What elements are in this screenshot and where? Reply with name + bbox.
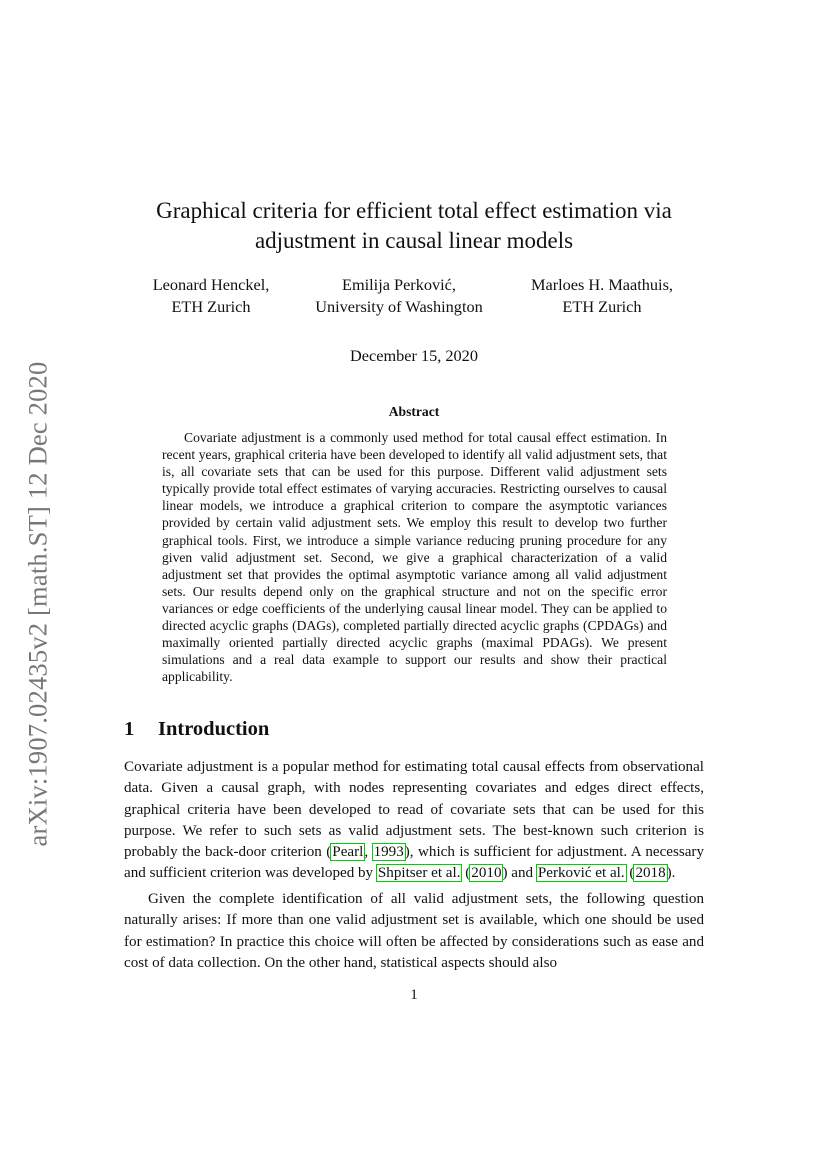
author-affiliation: ETH Zurich xyxy=(562,297,642,316)
paragraph-text: ), which is sufficient for adjustment. A necessary and sufficient criterion was developed by xyxy=(124,844,704,882)
paragraph-text: ) and xyxy=(502,865,537,882)
citation-link-shpitser[interactable]: Shpitser et al. xyxy=(377,865,461,882)
citation-link-shpitser-year[interactable]: 2010 xyxy=(471,865,502,882)
citation-link-pearl[interactable]: Pearl xyxy=(332,844,364,861)
title-line-2: adjustment in causal linear models xyxy=(254,228,574,253)
author-perkovic xyxy=(315,274,483,318)
citation-separator: ( xyxy=(625,865,635,882)
author-name: Marloes H. Maathuis, xyxy=(531,275,673,294)
intro-paragraph-2: Given the complete identification of all valid adjustment sets, the following question naturally arises: If more than one valid adjustment set is available, which one should be used for estimation? In practice this choice will often be affected by considerations such as ease and cost of data collection. On the other hand, statistical aspects should also xyxy=(124,891,704,971)
citation-link-perkovic-year[interactable]: 2018 xyxy=(635,865,666,882)
section-heading-introduction xyxy=(124,718,269,741)
section-number: 1 xyxy=(124,718,135,740)
intro-paragraph-1 xyxy=(124,757,704,885)
page-number: 1 xyxy=(410,987,418,1003)
author-name: Emilija Perković, xyxy=(342,275,456,294)
paper-title xyxy=(0,196,828,256)
abstract-text: Covariate adjustment is a commonly used method for total causal effect estimation. In recent years, graphical criteria have been developed to identify all valid adjustment sets, that is, all covariate sets that can be used for this purpose. Different valid adjustment sets typically provide total effect estimates of varying accuracies. Restricting ourselves to causal linear models, we introduce a graphical criterion to compare the asymptotic variances provided by certain valid adjustment sets. We employ this result to develop two further graphical tools. First, we introduce a simple variance reducing pruning procedure for any given valid adjustment set. Second, we give a graphical characterization of a valid adjustment set that provides the optimal asymptotic variance among all valid adjustment sets. Our results depend only on the graphical structure and not on the specific error variances or edge coefficients of the underlying causal linear model. They can be applied to directed acyclic graphs (DAGs), completed partially directed acyclic graphs (CPDAGs) and maximally oriented partially directed acyclic graphs (maximal PDAGs). We present simulations and a real data example to support our results and show their practical applicability. xyxy=(162,430,667,685)
publication-date: December 15, 2020 xyxy=(350,346,478,365)
citation-link-perkovic[interactable]: Perković et al. xyxy=(537,865,625,882)
author-block xyxy=(0,274,828,318)
paragraph-text: ). xyxy=(666,865,676,882)
arxiv-identifier-stamp: arXiv:1907.02435v2 [math.ST] 12 Dec 2020 xyxy=(22,361,53,847)
citation-link-pearl-year[interactable]: 1993 xyxy=(373,844,404,861)
section-title: Introduction xyxy=(158,718,270,740)
author-affiliation: University of Washington xyxy=(315,297,483,316)
abstract-heading: Abstract xyxy=(388,404,440,419)
author-name: Leonard Henckel, xyxy=(152,275,270,294)
citation-separator: ( xyxy=(461,865,471,882)
title-line-1: Graphical criteria for efficient total effect estimation via xyxy=(156,198,672,223)
author-henckel xyxy=(153,274,270,318)
citation-separator: , xyxy=(364,844,373,861)
author-maathuis xyxy=(531,274,673,318)
author-affiliation: ETH Zurich xyxy=(171,297,251,316)
paragraph-text: Covariate adjustment is a popular method for estimating total causal effects from observational data. Given a causal graph, with nodes representing covariates and edges direct effects, graphical criteria have been developed to read of covariate sets that can be used for this purpose. We refer to such sets as valid adjustment sets. The best-known such criterion is probably the back-door criterion ( xyxy=(124,759,704,861)
